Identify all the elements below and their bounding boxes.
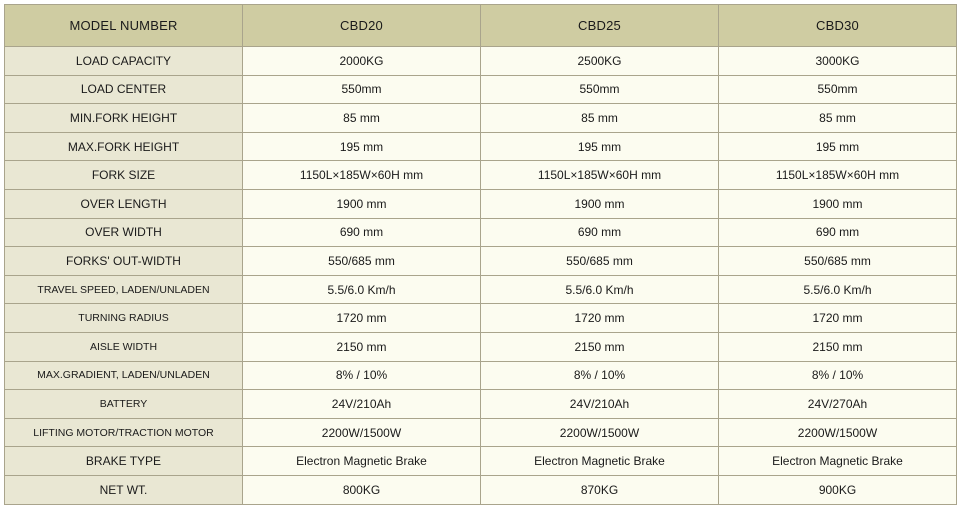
row-label: LOAD CAPACITY bbox=[5, 47, 243, 76]
table-row bbox=[5, 104, 957, 133]
header-model-cbd30: CBD30 bbox=[719, 5, 957, 47]
table-cell: 24V/210Ah bbox=[243, 390, 481, 419]
row-label: TRAVEL SPEED, LADEN/UNLADEN bbox=[5, 275, 243, 304]
table-row bbox=[5, 390, 957, 419]
table-body bbox=[5, 47, 957, 505]
header-model-cbd25: CBD25 bbox=[481, 5, 719, 47]
table-cell: 1900 mm bbox=[481, 189, 719, 218]
table-cell: 550/685 mm bbox=[719, 247, 957, 276]
table-cell: 1150L×185W×60H mm bbox=[719, 161, 957, 190]
table-row bbox=[5, 189, 957, 218]
table-cell: 690 mm bbox=[481, 218, 719, 247]
row-label: BATTERY bbox=[5, 390, 243, 419]
table-cell: 2150 mm bbox=[719, 332, 957, 361]
table-cell: 1900 mm bbox=[719, 189, 957, 218]
table-cell: 800KG bbox=[243, 475, 481, 504]
table-cell: 8% / 10% bbox=[481, 361, 719, 390]
table-row bbox=[5, 75, 957, 104]
table-cell: 1720 mm bbox=[243, 304, 481, 333]
table-row bbox=[5, 332, 957, 361]
table-header bbox=[5, 5, 957, 47]
table-row bbox=[5, 304, 957, 333]
table-cell: 2000KG bbox=[243, 47, 481, 76]
header-model-cbd20: CBD20 bbox=[243, 5, 481, 47]
table-cell: 550mm bbox=[481, 75, 719, 104]
table-row bbox=[5, 161, 957, 190]
row-label: TURNING RADIUS bbox=[5, 304, 243, 333]
table-cell: 2200W/1500W bbox=[719, 418, 957, 447]
table-cell: Electron Magnetic Brake bbox=[719, 447, 957, 476]
table-cell: 870KG bbox=[481, 475, 719, 504]
table-row bbox=[5, 247, 957, 276]
table-cell: 2150 mm bbox=[481, 332, 719, 361]
table-cell: 5.5/6.0 Km/h bbox=[719, 275, 957, 304]
row-label: FORK SIZE bbox=[5, 161, 243, 190]
table-cell: 5.5/6.0 Km/h bbox=[481, 275, 719, 304]
table-cell: 2200W/1500W bbox=[481, 418, 719, 447]
row-label: MAX.FORK HEIGHT bbox=[5, 132, 243, 161]
row-label: OVER WIDTH bbox=[5, 218, 243, 247]
row-label: AISLE WIDTH bbox=[5, 332, 243, 361]
row-label: LOAD CENTER bbox=[5, 75, 243, 104]
table-cell: 195 mm bbox=[719, 132, 957, 161]
table-cell: 195 mm bbox=[481, 132, 719, 161]
table-cell: 900KG bbox=[719, 475, 957, 504]
table-row bbox=[5, 47, 957, 76]
table-row bbox=[5, 218, 957, 247]
table-row bbox=[5, 475, 957, 504]
table-cell: 550mm bbox=[719, 75, 957, 104]
row-label: OVER LENGTH bbox=[5, 189, 243, 218]
table-cell: 8% / 10% bbox=[719, 361, 957, 390]
row-label: FORKS' OUT-WIDTH bbox=[5, 247, 243, 276]
table-cell: 550/685 mm bbox=[481, 247, 719, 276]
table-cell: Electron Magnetic Brake bbox=[481, 447, 719, 476]
spec-table bbox=[4, 4, 957, 505]
table-cell: 195 mm bbox=[243, 132, 481, 161]
table-row bbox=[5, 132, 957, 161]
table-row bbox=[5, 447, 957, 476]
table-cell: 690 mm bbox=[719, 218, 957, 247]
table-cell: 1720 mm bbox=[481, 304, 719, 333]
table-cell: 3000KG bbox=[719, 47, 957, 76]
table-cell: 2150 mm bbox=[243, 332, 481, 361]
row-label: MIN.FORK HEIGHT bbox=[5, 104, 243, 133]
table-cell: 2200W/1500W bbox=[243, 418, 481, 447]
row-label: LIFTING MOTOR/TRACTION MOTOR bbox=[5, 418, 243, 447]
header-row bbox=[5, 5, 957, 47]
table-cell: 690 mm bbox=[243, 218, 481, 247]
table-cell: 85 mm bbox=[719, 104, 957, 133]
table-row bbox=[5, 361, 957, 390]
table-cell: 1720 mm bbox=[719, 304, 957, 333]
table-cell: 24V/270Ah bbox=[719, 390, 957, 419]
table-cell: 24V/210Ah bbox=[481, 390, 719, 419]
table-cell: 8% / 10% bbox=[243, 361, 481, 390]
table-cell: 1150L×185W×60H mm bbox=[481, 161, 719, 190]
table-cell: 5.5/6.0 Km/h bbox=[243, 275, 481, 304]
table-cell: 85 mm bbox=[481, 104, 719, 133]
row-label: MAX.GRADIENT, LADEN/UNLADEN bbox=[5, 361, 243, 390]
row-label: NET WT. bbox=[5, 475, 243, 504]
table-cell: 550mm bbox=[243, 75, 481, 104]
table-row bbox=[5, 275, 957, 304]
table-cell: 2500KG bbox=[481, 47, 719, 76]
table-cell: 1900 mm bbox=[243, 189, 481, 218]
header-model-number: MODEL NUMBER bbox=[5, 5, 243, 47]
table-cell: 550/685 mm bbox=[243, 247, 481, 276]
table-cell: Electron Magnetic Brake bbox=[243, 447, 481, 476]
table-cell: 85 mm bbox=[243, 104, 481, 133]
row-label: BRAKE TYPE bbox=[5, 447, 243, 476]
table-row bbox=[5, 418, 957, 447]
table-cell: 1150L×185W×60H mm bbox=[243, 161, 481, 190]
